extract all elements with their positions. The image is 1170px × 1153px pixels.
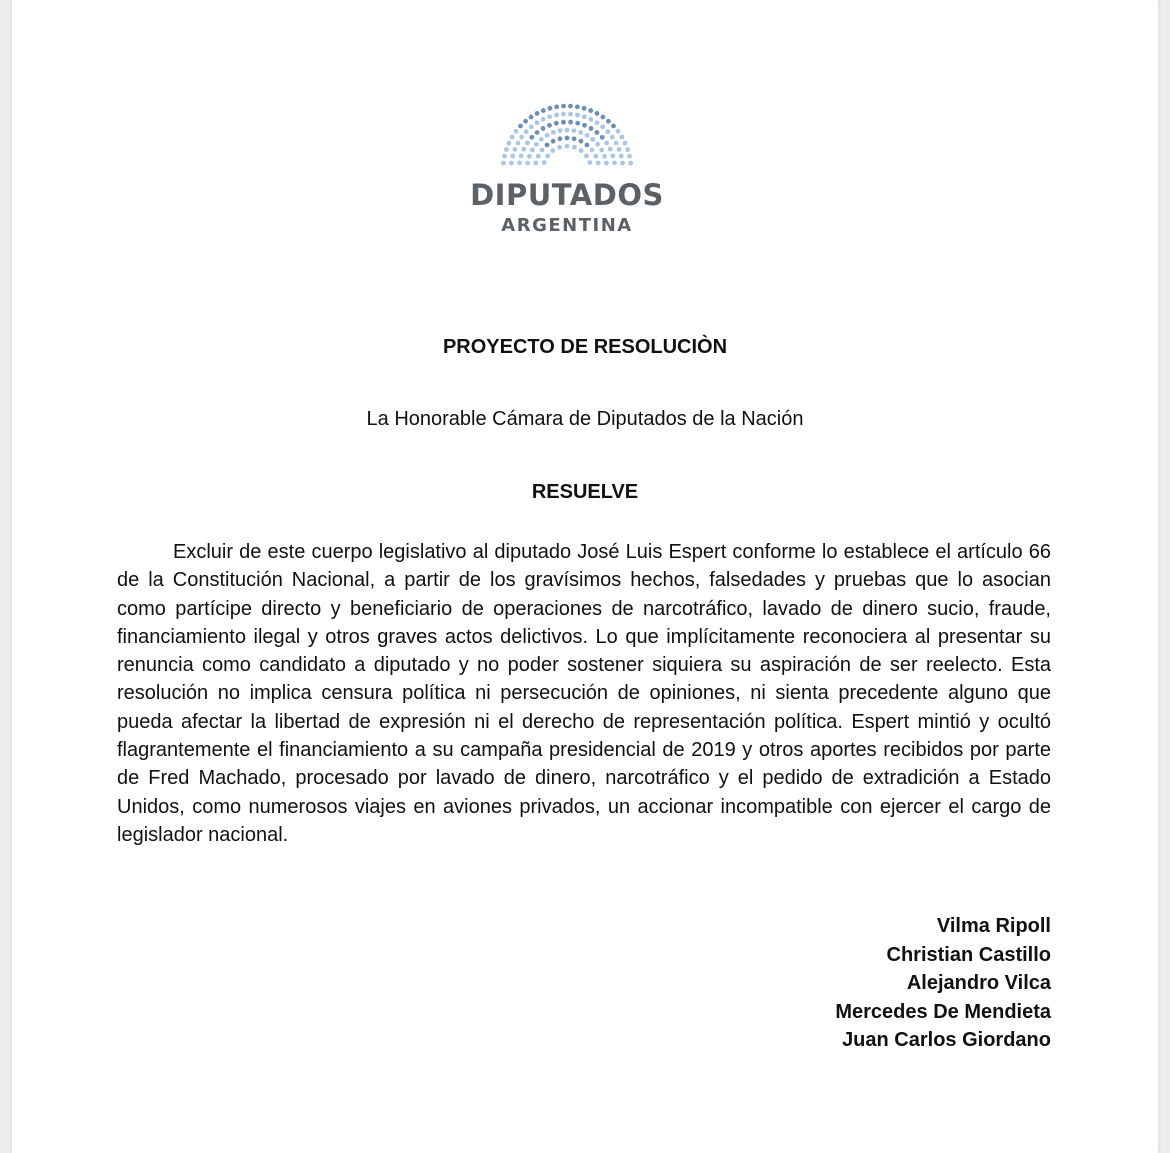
seat-dot — [525, 141, 530, 146]
hemicycle-seats-icon — [462, 100, 672, 175]
seat-dot — [582, 123, 587, 128]
signatory-name: Mercedes De Mendieta — [835, 1000, 1051, 1023]
seat-dot — [524, 129, 529, 134]
seat-dot — [554, 104, 559, 109]
seat-dot — [540, 148, 545, 153]
logo-title: DIPUTADOS — [470, 178, 664, 212]
seat-dot — [565, 144, 570, 149]
seat-dot — [517, 160, 522, 165]
seat-dot — [608, 147, 613, 152]
seat-dot — [541, 108, 546, 113]
seat-dot — [578, 139, 583, 144]
seat-dot — [535, 111, 540, 116]
seat-dot — [619, 154, 624, 159]
seat-dot — [611, 124, 616, 129]
seat-dot — [558, 128, 563, 133]
seat-dot — [545, 133, 550, 138]
seat-dot — [565, 128, 570, 133]
resolves-heading: RESUELVE — [531, 481, 639, 503]
seat-dot — [568, 112, 573, 117]
seat-dot — [572, 128, 577, 133]
seat-dot — [545, 153, 550, 158]
seat-dot — [535, 120, 540, 125]
signatory-name: Vilma Ripoll — [936, 915, 1051, 937]
seat-dot — [529, 135, 534, 140]
seat-dot — [590, 137, 595, 142]
seat-dot — [578, 130, 583, 135]
seat-dot — [588, 117, 593, 122]
seat-dot — [595, 111, 600, 116]
seat-dot — [521, 147, 526, 152]
seat-dot — [627, 154, 632, 159]
seat-dot — [513, 147, 518, 152]
seat-dot — [554, 121, 559, 126]
seat-dot — [628, 161, 633, 166]
seat-dot — [606, 119, 611, 124]
seat-dot — [590, 148, 595, 153]
seat-dot — [510, 154, 515, 159]
seat-dot — [614, 141, 619, 146]
seat-dot — [602, 154, 607, 159]
seat-dot — [575, 113, 580, 118]
seat-dot — [504, 147, 509, 152]
document-title: PROYECTO DE RESOLUCIÒN — [442, 336, 728, 358]
seat-dot — [523, 119, 528, 124]
seat-dot — [551, 130, 556, 135]
seat-dot — [518, 124, 523, 129]
seat-dot — [623, 141, 628, 146]
seat-dot — [601, 115, 606, 120]
seat-dot — [572, 145, 577, 150]
seat-dot — [542, 160, 547, 165]
seat-dot — [547, 106, 552, 111]
seat-dot — [561, 112, 566, 117]
seat-dot — [620, 161, 625, 166]
seat-dot — [527, 154, 532, 159]
seat-dot — [547, 114, 552, 119]
logo-subtitle: ARGENTINA — [501, 215, 633, 236]
seat-dot — [585, 143, 590, 148]
seat-dot — [519, 153, 524, 158]
seat-dot — [501, 161, 506, 166]
seat-dot — [529, 124, 534, 129]
seat-dot — [610, 153, 615, 158]
signatures-block — [835, 912, 1051, 1055]
seat-dot — [514, 129, 519, 134]
seat-dot — [595, 142, 600, 147]
seat-dot — [541, 126, 546, 131]
seat-dot — [507, 141, 512, 146]
seat-dot — [547, 123, 552, 128]
seat-dot — [536, 154, 541, 159]
seat-dot — [617, 147, 622, 152]
seat-dot — [539, 137, 544, 142]
seat-dot — [616, 129, 621, 134]
seat-dot — [557, 145, 562, 150]
resolution-body: Excluir de este cuerpo legislativo al diputado José Luis Espert conforme lo establece el artículo 66 de la Constitución Nacional, a partir de los gravísimos hechos, falsedades y pruebas que lo asocian como partícipe directo y beneficiario de operaciones de narcotráfico, lavado de dinero sucio, fraude, financiamiento ilegal y otros graves actos delictivos. Lo que implícitamente reconociera al presentar su renuncia como candidato a diputado y no poder sostener siquiera su aspiración de ser reelecto. Esta resolución no implica censura política ni persecución de opiniones, ni sienta precedente alguno que pueda afectar la libertad de expresión ni el derecho de representación política. Espert mintió y ocultó flagrantemente el financiamiento a su campaña presidencial de 2019 y otros aportes recibidos por parte de Fred Machado, procesado por lavado de dinero, narcotráfico y el pedido de extradición a Estado Unidos, como numerosos viajes en aviones privados, un accionar incompatible con ejercer el cargo de legislador nacional. — [117, 541, 1051, 846]
seat-dot — [604, 141, 609, 146]
seat-dot — [561, 104, 566, 109]
seat-dot — [625, 147, 630, 152]
seat-dot — [545, 143, 550, 148]
seat-dot — [585, 133, 590, 138]
seat-dot — [610, 135, 615, 140]
chamber-line: La Honorable Cámara de Diputados de la Nación — [366, 408, 804, 430]
seat-dot — [593, 154, 598, 159]
seat-dot — [502, 154, 507, 159]
seat-dot — [519, 135, 524, 140]
seat-dot — [509, 161, 514, 166]
seat-dot — [600, 124, 605, 129]
seat-dot — [533, 160, 538, 165]
seat-dot — [588, 108, 593, 113]
seat-dot — [582, 114, 587, 119]
seat-dot — [551, 139, 556, 144]
seat-dot — [550, 148, 555, 153]
seat-dot — [575, 104, 580, 109]
signatory-name: Juan Carlos Giordano — [842, 1029, 1051, 1051]
seat-dot — [605, 129, 610, 134]
seat-dot — [534, 142, 539, 147]
seat-dot — [510, 135, 515, 140]
signatory-name: Christian Castillo — [886, 943, 1051, 966]
seat-dot — [516, 141, 521, 146]
seat-dot — [589, 126, 594, 131]
seat-dot — [561, 120, 566, 125]
seat-dot — [530, 148, 535, 153]
seat-dot — [557, 136, 562, 141]
seat-dot — [595, 130, 600, 135]
seat-dot — [600, 135, 605, 140]
seat-dot — [584, 153, 589, 158]
seat-dot — [541, 117, 546, 122]
seat-dot — [587, 160, 592, 165]
seat-dot — [568, 120, 573, 125]
seat-dot — [535, 130, 540, 135]
seat-dot — [529, 115, 534, 120]
seat-dot — [619, 135, 624, 140]
seat-dot — [568, 104, 573, 109]
document-page — [12, 0, 1158, 1153]
diputados-logo — [462, 100, 672, 245]
seat-dot — [612, 160, 617, 165]
seat-dot — [579, 148, 584, 153]
seat-dot — [582, 106, 587, 111]
seat-dot — [599, 148, 604, 153]
signatory-name: Alejandro Vilca — [906, 972, 1051, 994]
seat-dot — [565, 136, 570, 141]
seat-dot — [572, 136, 577, 141]
seat-dot — [604, 161, 609, 166]
seat-dot — [575, 121, 580, 126]
seat-dot — [525, 161, 530, 166]
seat-dot — [595, 120, 600, 125]
seat-dot — [554, 113, 559, 118]
seat-dot — [596, 160, 601, 165]
